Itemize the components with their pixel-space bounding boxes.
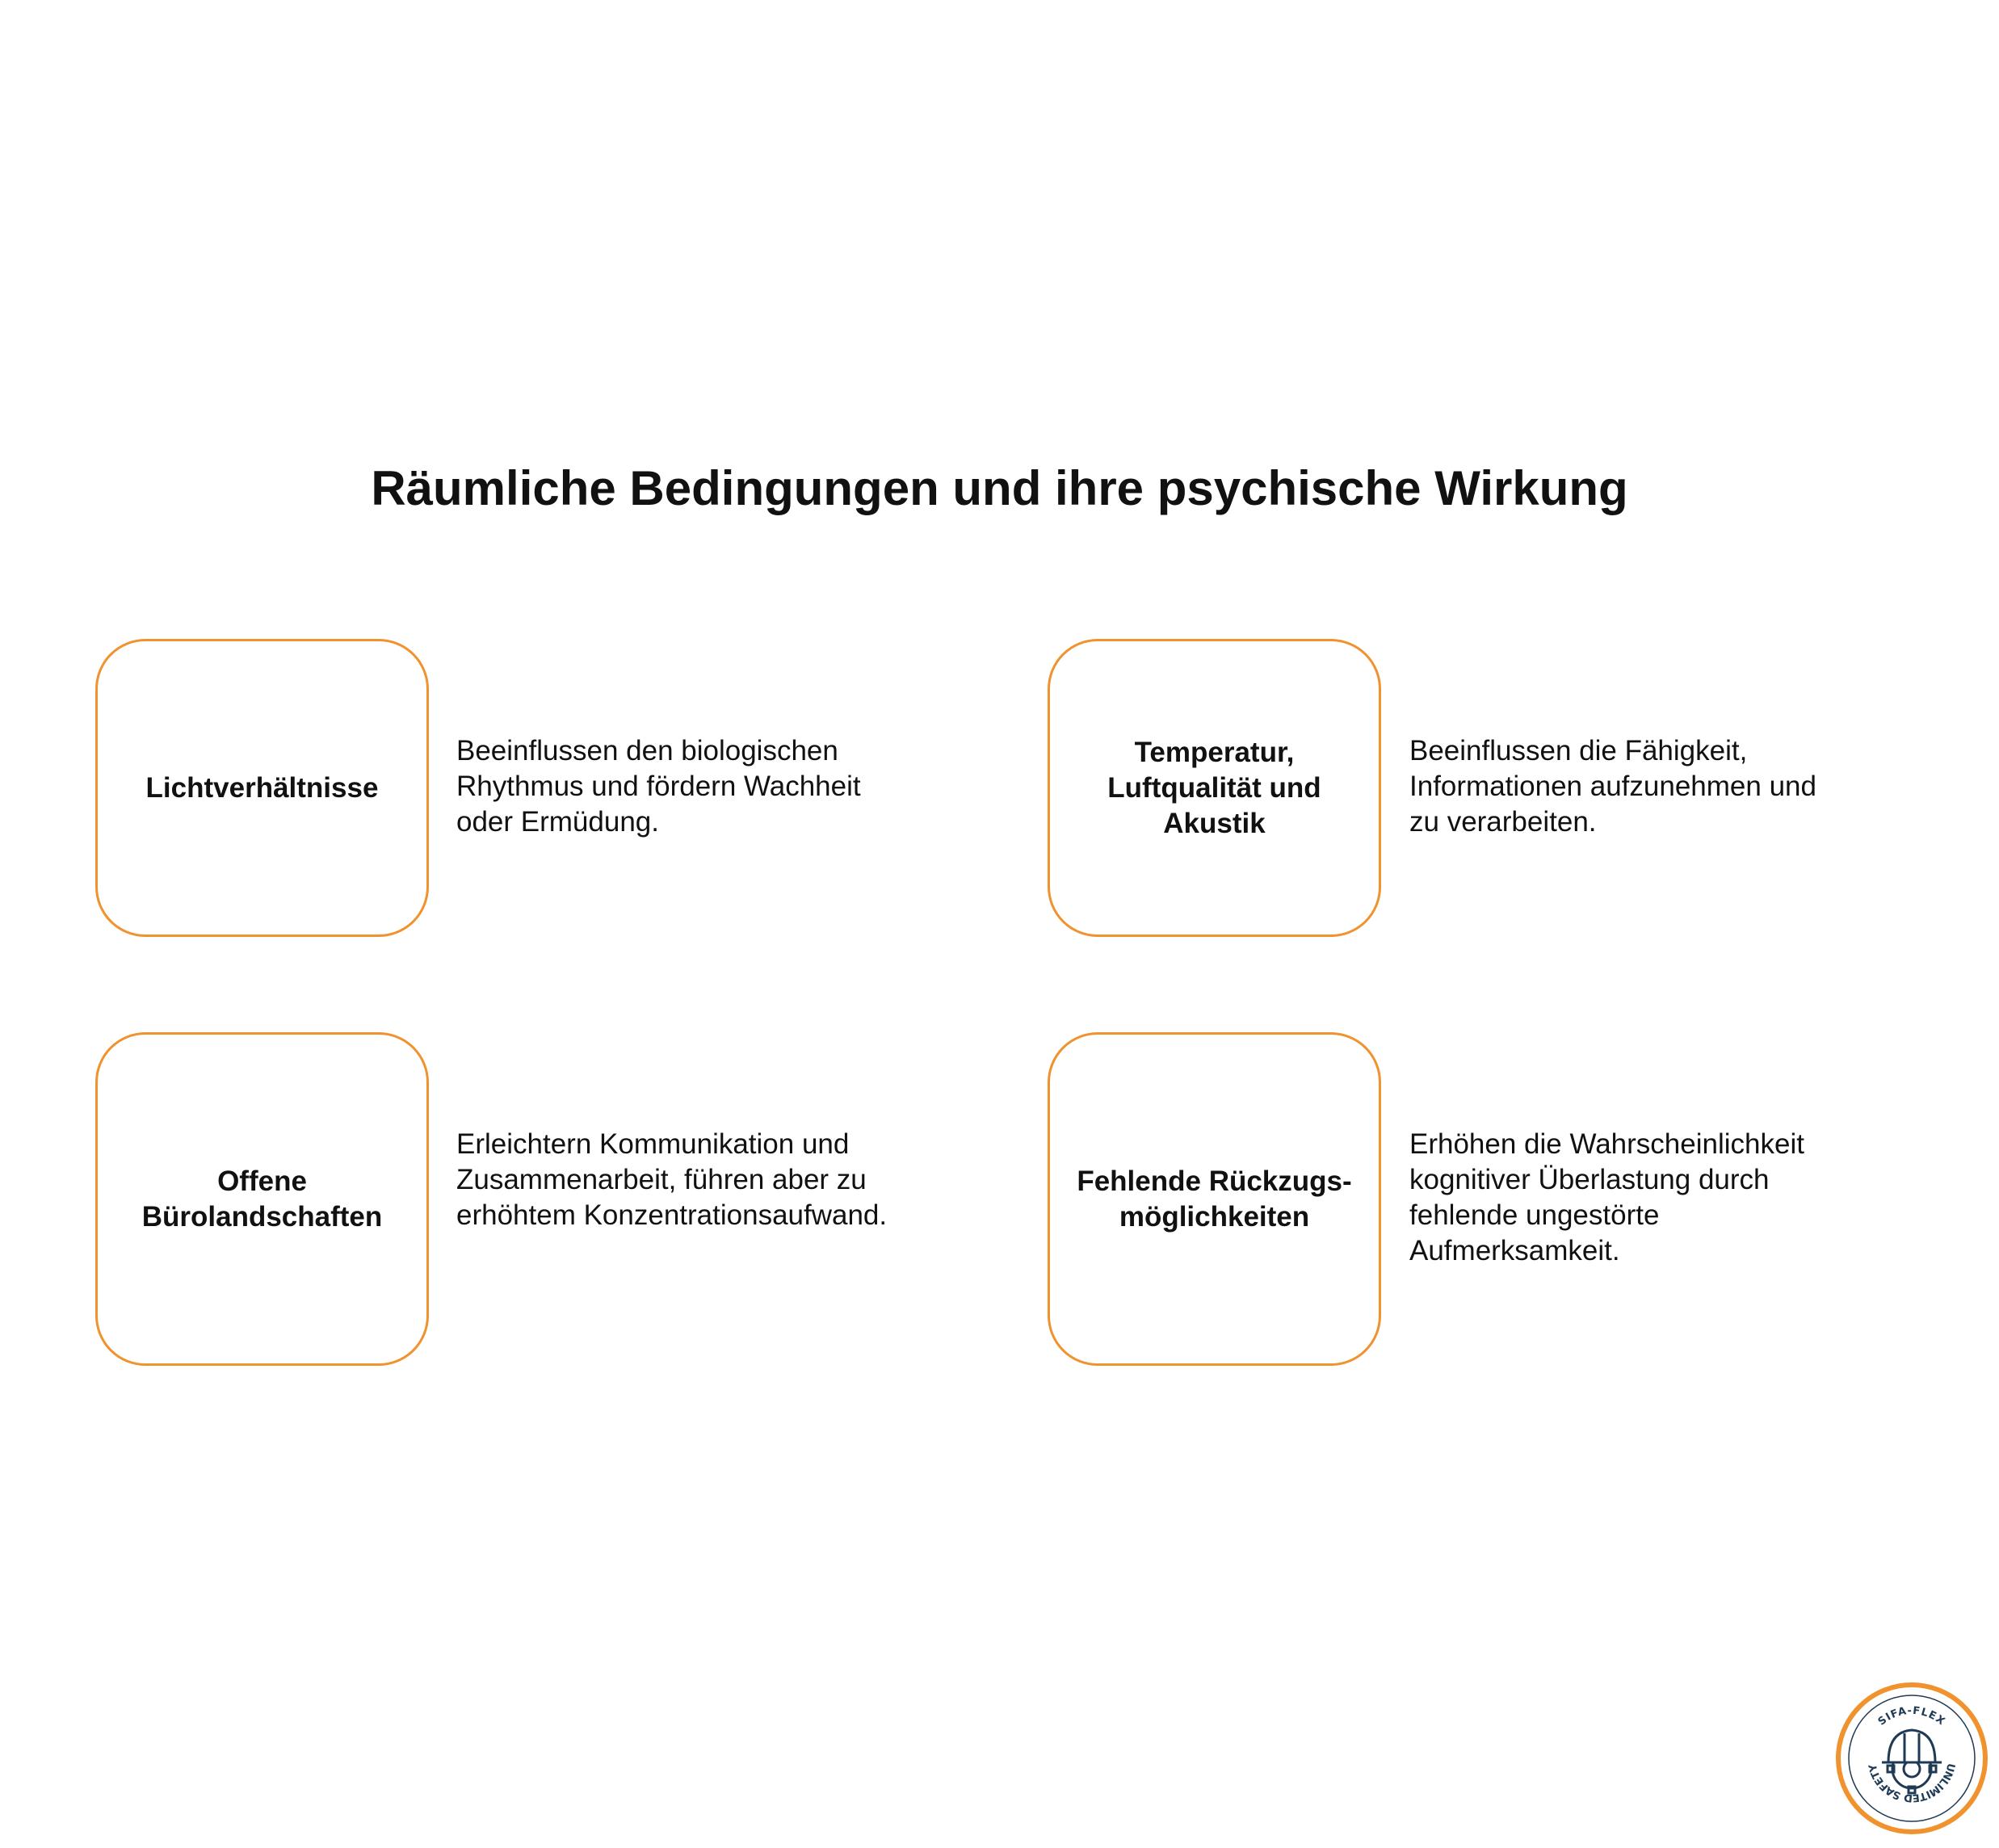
sifa-flex-logo (1835, 1682, 1989, 1835)
condition-box-retreat (1048, 1032, 1381, 1366)
condition-description: Beeinflussen die Fähigkeit, Informationen aufzunehmen und zu verarbeiten. (1409, 735, 1816, 838)
condition-box-light (95, 639, 429, 937)
condition-label: Offene Bürolandschaften (141, 1165, 383, 1233)
page-title: Räumliche Bedingungen und ihre psychische Wirkung (371, 461, 1628, 515)
logo-bottom-text: UNLIMITED SAFETY (1867, 1762, 1957, 1804)
condition-description: Erhöhen die Wahrscheinlichkeit kognitiver Überlastung durch fehlende ungestörte Aufmerksamkeit. (1409, 1128, 1804, 1266)
condition-box-open-office (95, 1032, 429, 1366)
condition-box-climate (1048, 639, 1381, 937)
condition-label: Lichtverhältnisse (145, 771, 379, 804)
condition-label: Fehlende Rückzugs- möglichkeiten (1077, 1165, 1352, 1233)
condition-description: Erleichtern Kommunikation und Zusammenarbeit, führen aber zu erhöhtem Konzentrationsaufwand. (456, 1128, 888, 1231)
condition-description: Beeinflussen den biologischen Rhythmus und fördern Wachheit oder Ermüdung. (456, 735, 861, 838)
condition-label: Temperatur, Luftqualität und Akustik (1107, 736, 1321, 839)
logo-top-text: SIFA-FLEX (1875, 1704, 1948, 1728)
